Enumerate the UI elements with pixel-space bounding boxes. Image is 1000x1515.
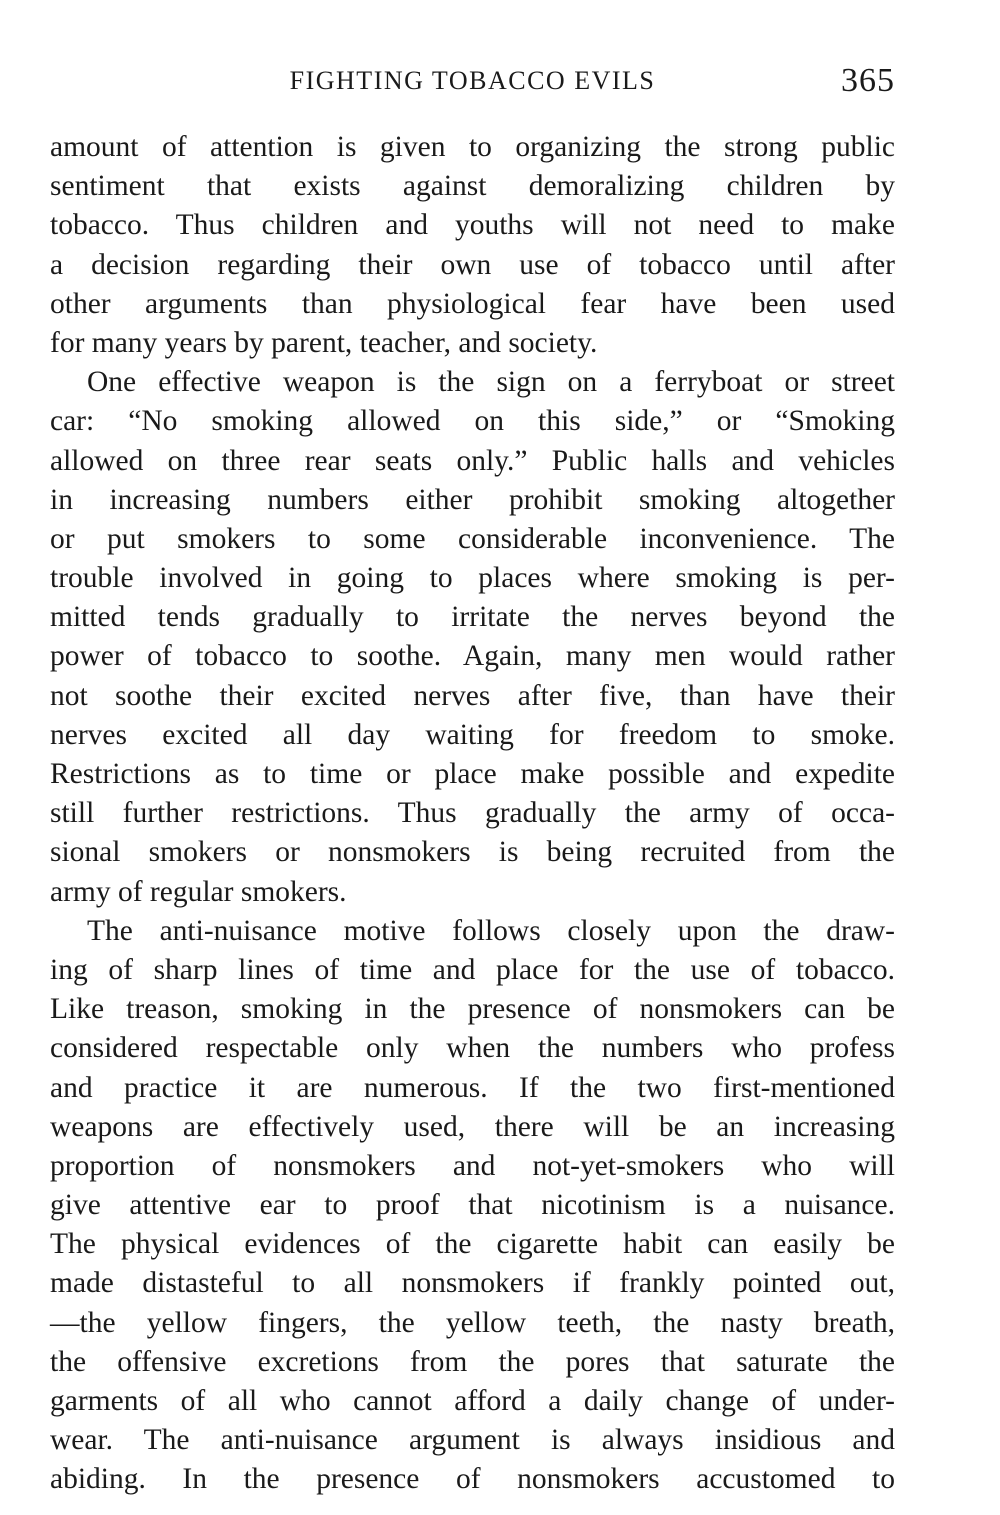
text-line: sentiment that exists against demoralizing children by — [50, 170, 895, 203]
text-line: power of tobacco to soothe. Again, many men would rather — [50, 640, 895, 673]
paragraph-3 — [50, 912, 895, 1500]
text-line: mitted tends gradually to irritate the nerves beyond the — [50, 601, 895, 634]
paragraph-1 — [50, 128, 895, 363]
text-line: made distasteful to all nonsmokers if frankly pointed out, — [50, 1267, 895, 1300]
running-head — [50, 62, 895, 102]
text-line: car: “No smoking allowed on this side,” or “Smoking — [50, 405, 895, 438]
text-line: give attentive ear to proof that nicotinism is a nuisance. — [50, 1189, 895, 1222]
text-line: still further restrictions. Thus gradually the army of occa- — [50, 797, 895, 830]
text-line: other arguments than physiological fear have been used — [50, 287, 895, 320]
text-line: abiding. In the presence of nonsmokers accustomed to — [50, 1463, 895, 1496]
text-line: One effective weapon is the sign on a ferryboat or street — [87, 366, 895, 399]
text-line: not soothe their excited nerves after five, than have their — [50, 679, 895, 712]
text-line: trouble involved in going to places where smoking is per- — [50, 562, 895, 595]
text-line: Like treason, smoking in the presence of nonsmokers can be — [50, 993, 895, 1026]
paragraph-2 — [50, 363, 895, 912]
text-line: nerves excited all day waiting for freedom to smoke. — [50, 718, 895, 751]
text-line: proportion of nonsmokers and not-yet-smokers who will — [50, 1149, 895, 1182]
running-title: FIGHTING TOBACCO EVILS — [289, 66, 656, 95]
text-line: sional smokers or nonsmokers is being recruited from the — [50, 836, 895, 869]
page-number: 365 — [841, 62, 895, 99]
text-line: tobacco. Thus children and youths will not need to make — [50, 209, 895, 242]
text-line: —the yellow fingers, the yellow teeth, the nasty breath, — [50, 1306, 895, 1339]
text-line: The anti-nuisance motive follows closely upon the draw- — [87, 914, 895, 947]
text-line: for many years by parent, teacher, and society. — [50, 326, 598, 359]
text-line: garments of all who cannot afford a daily change of under- — [50, 1385, 895, 1417]
text-line: and practice it are numerous. If the two first-mentioned — [50, 1071, 895, 1104]
text-line: or put smokers to some considerable inconvenience. The — [50, 522, 895, 555]
text-line: The physical evidences of the cigarette habit can easily be — [50, 1228, 895, 1261]
body-text — [50, 128, 895, 1500]
text-line: army of regular smokers. — [50, 875, 347, 908]
text-line: a decision regarding their own use of tobacco until after — [50, 248, 895, 281]
text-line: amount of attention is given to organizing the strong public — [50, 131, 895, 163]
text-line: considered respectable only when the numbers who profess — [50, 1032, 895, 1065]
text-line: ing of sharp lines of time and place for the use of tobacco. — [50, 953, 895, 986]
text-line: allowed on three rear seats only.” Public halls and vehicles — [50, 444, 895, 477]
text-line: the offensive excretions from the pores that saturate the — [50, 1345, 895, 1378]
text-line: weapons are effectively used, there will be an increasing — [50, 1110, 895, 1143]
text-line: wear. The anti-nuisance argument is always insidious and — [50, 1424, 895, 1457]
text-line: in increasing numbers either prohibit smoking altogether — [50, 483, 895, 516]
text-line: Restrictions as to time or place make possible and expedite — [50, 758, 895, 790]
